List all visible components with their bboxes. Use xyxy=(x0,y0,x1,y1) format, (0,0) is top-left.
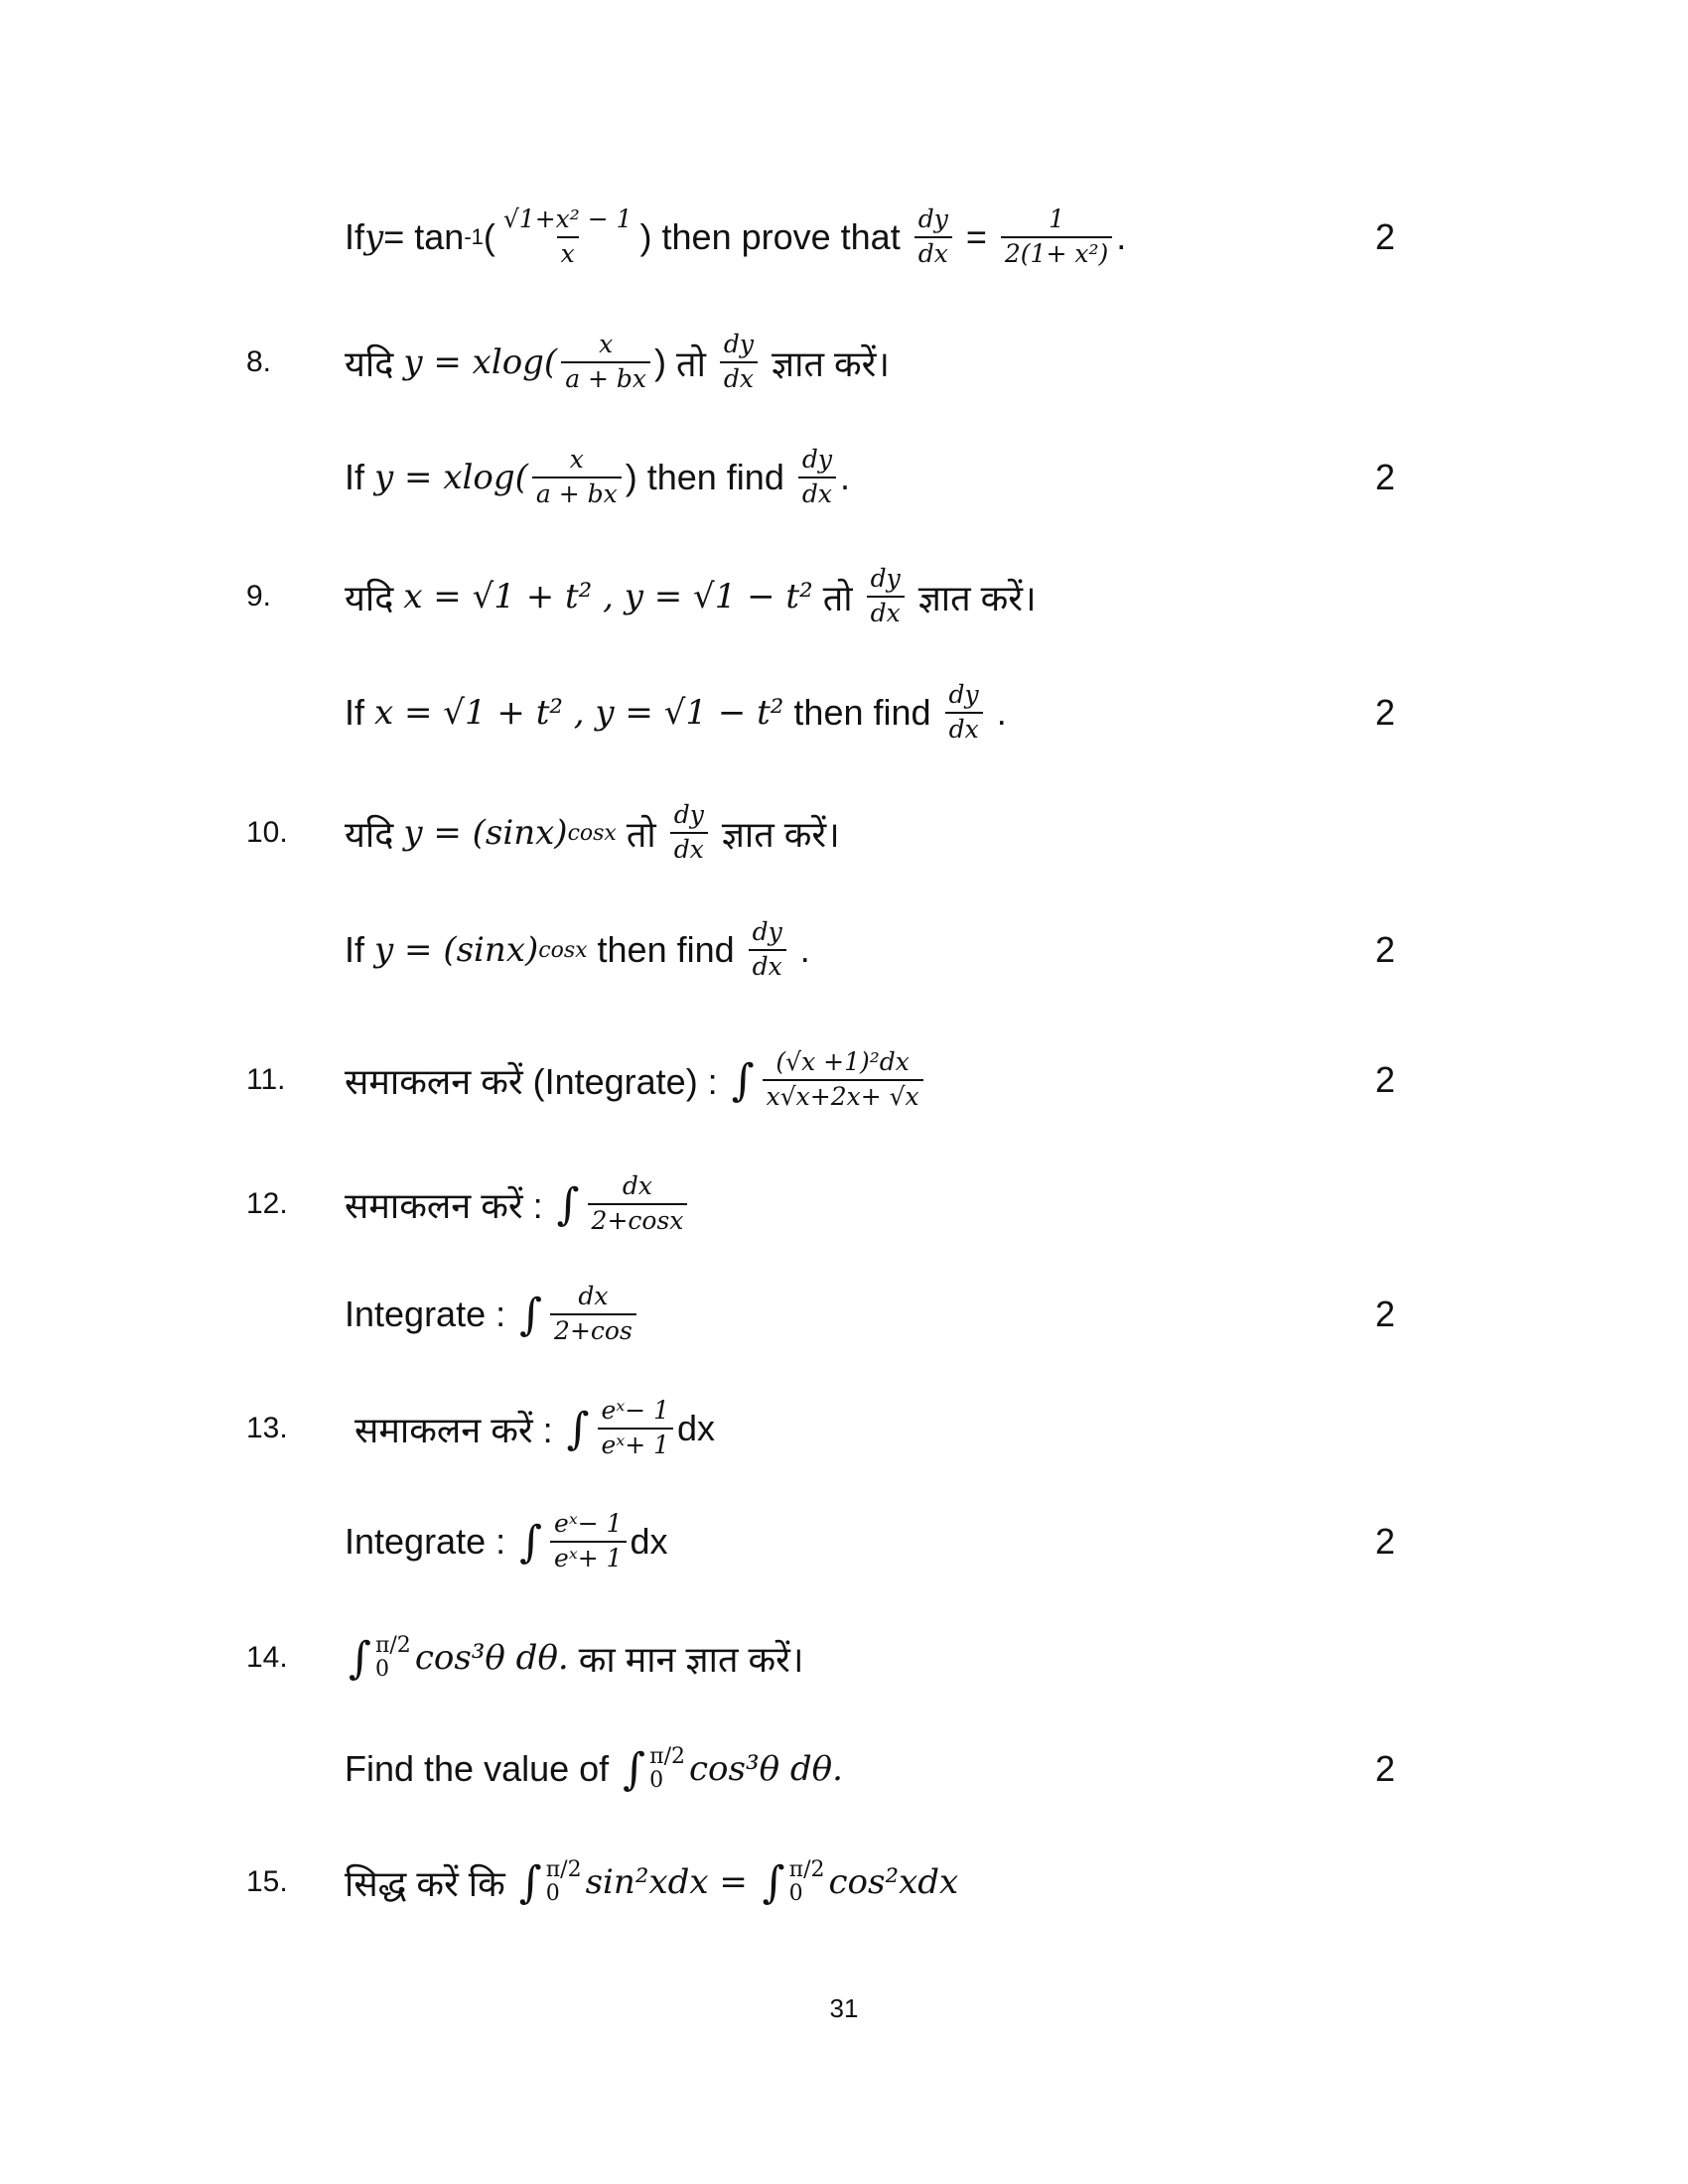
q14-hi-text xyxy=(345,1633,803,1684)
text: समाकलन करें : xyxy=(354,1409,563,1450)
numerator: 1 xyxy=(1049,205,1065,234)
fraction xyxy=(550,1510,626,1573)
upper-limit: π/2 xyxy=(649,1743,685,1769)
math: cos²xdx xyxy=(828,1862,959,1902)
q7-en-text xyxy=(345,205,1126,269)
math: cos³θ dθ. xyxy=(688,1749,843,1789)
denominator: dx xyxy=(749,949,786,982)
superscript: cosx xyxy=(567,820,617,846)
text: यदि xyxy=(345,813,404,855)
math: y = (sinx) xyxy=(374,930,539,970)
question-number: 15. xyxy=(246,1865,288,1898)
denominator: dx xyxy=(798,477,836,509)
text: Integrate : xyxy=(345,1521,516,1562)
denominator: dx xyxy=(867,596,905,628)
numerator: eˣ− 1 xyxy=(554,1509,623,1539)
text: Integrate : xyxy=(345,1294,516,1334)
q13-hi-line xyxy=(0,1384,1688,1473)
marks: 2 xyxy=(1375,1748,1396,1789)
q9-hi-text xyxy=(345,565,1037,628)
text: समाकलन करें : xyxy=(345,1184,553,1226)
page-number: 31 xyxy=(829,1993,859,2023)
upper-limit: π/2 xyxy=(545,1856,582,1882)
text: समाकलन करें (Integrate) : xyxy=(345,1060,728,1102)
q8-hi-text xyxy=(345,331,890,394)
fraction xyxy=(550,1283,636,1346)
marks: 2 xyxy=(1375,1059,1396,1100)
question-number: 11. xyxy=(246,1063,286,1096)
derivative xyxy=(798,446,836,509)
text: then find xyxy=(636,457,794,497)
q14-en-text xyxy=(345,1744,843,1795)
marks: 2 xyxy=(1375,929,1396,970)
q11-line xyxy=(0,1035,1688,1125)
derivative xyxy=(914,205,952,269)
q15-hi-line xyxy=(0,1838,1688,1927)
integral-sign: ∫ xyxy=(623,1743,646,1795)
fraction xyxy=(598,1397,673,1460)
integral-sign: ∫ xyxy=(556,1178,580,1230)
question-number: 9. xyxy=(246,580,272,613)
q7-en-line xyxy=(0,193,1688,282)
integral-sign: ∫ xyxy=(349,1632,371,1684)
text: dx xyxy=(630,1521,668,1562)
numerator: dy xyxy=(752,917,782,947)
lower-limit: 0 xyxy=(374,1657,389,1682)
text: ) xyxy=(625,457,637,497)
q13-en-text xyxy=(345,1510,668,1573)
text: ) xyxy=(639,216,652,257)
question-number: 14. xyxy=(246,1641,288,1674)
derivative xyxy=(670,801,708,865)
math: x = √1 + t² , y = √1 − t² xyxy=(374,693,784,733)
text: ज्ञात करें। xyxy=(908,577,1037,618)
text: . xyxy=(1116,216,1127,257)
text: सिद्ध करें कि xyxy=(345,1862,515,1904)
math: sin²xdx = xyxy=(585,1862,759,1902)
text: then find xyxy=(783,692,941,733)
derivative xyxy=(720,331,758,394)
derivative xyxy=(749,918,786,982)
fraction xyxy=(499,205,636,269)
integral-sign: ∫ xyxy=(518,1856,542,1908)
numerator: dy xyxy=(801,445,832,475)
text: तो xyxy=(666,342,716,384)
q13-en-line xyxy=(0,1497,1688,1586)
numerator: √1+x² − 1 xyxy=(502,205,633,234)
q11-text xyxy=(345,1048,927,1112)
fraction xyxy=(532,446,622,509)
math: y = xlog( xyxy=(374,458,528,497)
q14-en-line xyxy=(0,1724,1688,1814)
lower-limit: 0 xyxy=(649,1768,664,1793)
math: y = xlog( xyxy=(403,342,558,382)
text: यदि xyxy=(345,577,404,618)
q14-hi-line xyxy=(0,1613,1688,1703)
numerator: x xyxy=(599,330,614,359)
integral-sign: ∫ xyxy=(519,1289,543,1340)
denominator: dx xyxy=(670,832,708,865)
math: x = √1 + t² , y = √1 − t² xyxy=(403,577,813,616)
integral-sign: ∫ xyxy=(731,1054,755,1106)
q8-en-text xyxy=(345,446,850,509)
q12-hi-text xyxy=(345,1172,691,1236)
derivative xyxy=(945,681,983,745)
text: then prove that xyxy=(651,216,911,257)
text: If xyxy=(345,692,375,733)
numerator: dy xyxy=(870,564,901,594)
q12-hi-line xyxy=(0,1160,1688,1249)
denominator: 2+cosx xyxy=(588,1203,688,1236)
text: = xyxy=(955,216,997,257)
limits xyxy=(375,1634,411,1682)
text: . xyxy=(986,692,1007,733)
text: then find xyxy=(587,929,745,970)
denominator: dx xyxy=(914,236,952,269)
text: If xyxy=(345,929,375,970)
lower-limit: 0 xyxy=(788,1881,803,1906)
q9-en-text xyxy=(345,681,1007,745)
q10-hi-text xyxy=(345,801,840,865)
numerator: dy xyxy=(948,680,979,710)
math: y xyxy=(364,217,384,257)
integral-sign: ∫ xyxy=(566,1403,590,1454)
q8-en-line xyxy=(0,433,1688,522)
marks: 2 xyxy=(1375,692,1396,733)
numerator: eˣ− 1 xyxy=(601,1396,670,1426)
text: ( xyxy=(483,216,495,257)
denominator: x xyxy=(557,236,579,269)
marks: 2 xyxy=(1375,1521,1396,1562)
limits xyxy=(546,1858,582,1906)
denominator: eˣ+ 1 xyxy=(550,1541,626,1573)
text: तो xyxy=(812,577,863,618)
fraction xyxy=(588,1172,688,1236)
text: dx xyxy=(677,1408,716,1448)
text: Find the value of xyxy=(345,1748,620,1789)
question-number: 12. xyxy=(246,1187,288,1220)
q9-en-line xyxy=(0,668,1688,757)
text: ज्ञात करें। xyxy=(762,342,890,384)
text: ) xyxy=(654,341,667,382)
q12-en-text xyxy=(345,1283,640,1346)
math: cos³θ dθ. xyxy=(414,1638,569,1678)
limits xyxy=(789,1858,825,1906)
superscript: -1 xyxy=(464,224,484,249)
q15-hi-text xyxy=(345,1857,958,1908)
numerator: x xyxy=(569,445,584,475)
q10-en-text xyxy=(345,918,810,982)
text: यदि xyxy=(345,342,404,384)
text: If xyxy=(345,216,365,257)
q10-hi-line xyxy=(0,788,1688,878)
marks: 2 xyxy=(1375,216,1396,257)
text: ज्ञात करें। xyxy=(711,813,840,855)
text: If xyxy=(345,457,375,497)
denominator: 2(1+ x²) xyxy=(1001,236,1112,269)
fraction xyxy=(763,1048,923,1112)
numerator: dy xyxy=(673,800,704,830)
denominator: dx xyxy=(945,712,983,745)
fraction xyxy=(561,331,650,394)
q12-en-line xyxy=(0,1270,1688,1359)
question-number: 8. xyxy=(246,345,272,378)
denominator: x√x+2x+ √x xyxy=(763,1079,923,1112)
integral-sign: ∫ xyxy=(762,1856,785,1908)
integral-sign: ∫ xyxy=(519,1516,543,1568)
q13-hi-text xyxy=(354,1397,715,1460)
question-number: 13. xyxy=(246,1412,288,1444)
text: . xyxy=(789,929,810,970)
math: y = (sinx) xyxy=(403,813,568,853)
marks: 2 xyxy=(1375,457,1396,497)
question-number: 10. xyxy=(246,816,288,849)
text: तो xyxy=(616,813,666,855)
numerator: (√x +1)²dx xyxy=(775,1047,910,1077)
upper-limit: π/2 xyxy=(374,1632,411,1658)
denominator: a + bx xyxy=(561,361,650,394)
numerator: dy xyxy=(723,330,755,359)
numerator: dy xyxy=(917,205,948,234)
numerator: dx xyxy=(578,1282,609,1311)
text: का मान ज्ञात करें। xyxy=(568,1638,804,1680)
text: . xyxy=(840,457,851,497)
q8-hi-line xyxy=(0,318,1688,407)
text: = tan xyxy=(383,216,465,257)
denominator: dx xyxy=(720,361,758,394)
denominator: 2+cos xyxy=(550,1313,636,1346)
denominator: eˣ+ 1 xyxy=(598,1428,673,1460)
marks: 2 xyxy=(1375,1294,1396,1334)
fraction xyxy=(1001,205,1112,269)
numerator: dx xyxy=(622,1171,653,1201)
q10-en-line xyxy=(0,905,1688,995)
derivative xyxy=(867,565,905,628)
superscript: cosx xyxy=(538,937,588,963)
limits xyxy=(649,1745,685,1793)
q9-hi-line xyxy=(0,552,1688,641)
denominator: a + bx xyxy=(532,477,622,509)
upper-limit: π/2 xyxy=(788,1856,825,1882)
lower-limit: 0 xyxy=(545,1881,560,1906)
